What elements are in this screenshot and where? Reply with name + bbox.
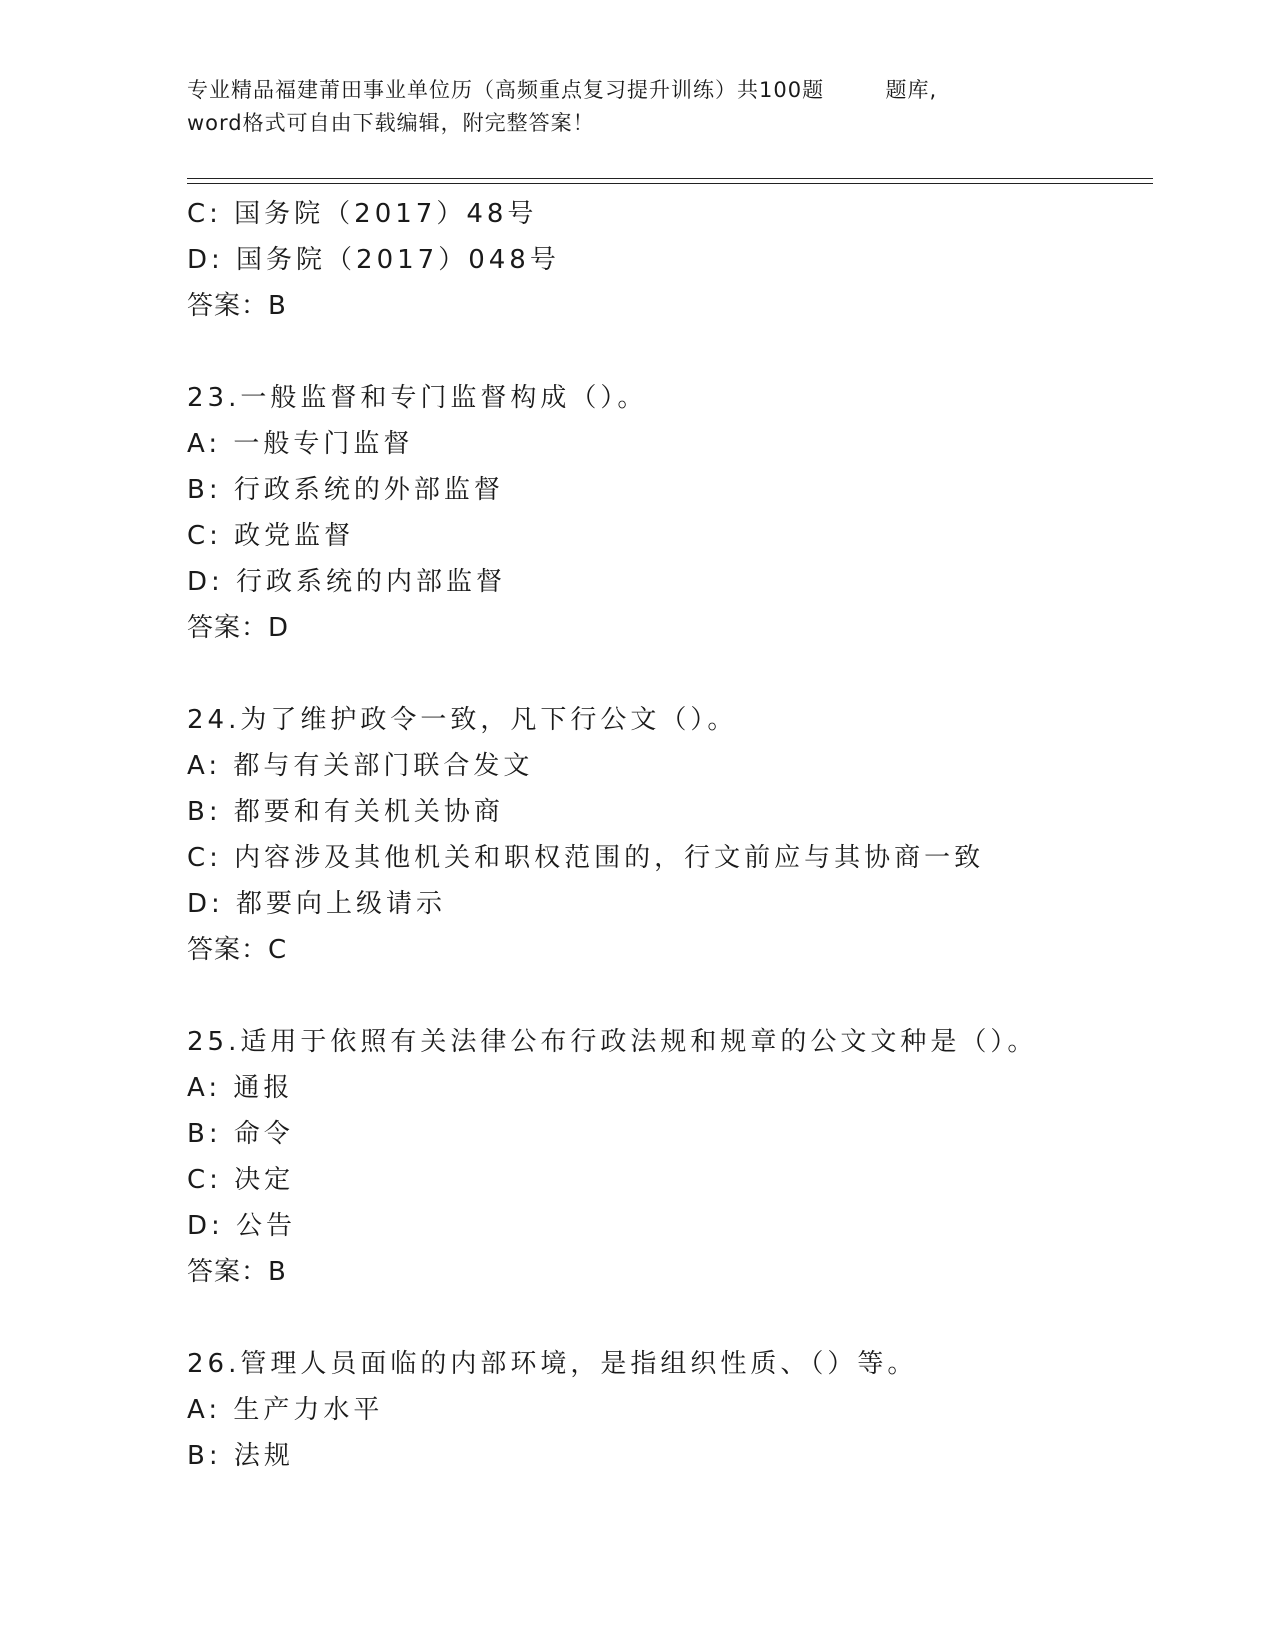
option-d: D: 公告 [187, 1211, 297, 1241]
option-a: A: 通报 [187, 1073, 294, 1103]
document-header [187, 74, 1067, 140]
answer-label: 答案：B [187, 291, 287, 321]
option-c: C: 内容涉及其他机关和职权范围的，行文前应与其协商一致 [187, 843, 985, 873]
question-block [187, 191, 1153, 329]
spacer [187, 651, 1153, 697]
option-c: C: 决定 [187, 1165, 295, 1195]
question-text: 23.一般监督和专门监督构成（）。 [187, 383, 648, 413]
answer-label: 答案：C [187, 935, 288, 965]
question-text: 26.管理人员面临的内部环境，是指组织性质、（）等。 [187, 1349, 918, 1379]
header-divider-top [187, 178, 1153, 179]
question-text: 25.适用于依照有关法律公布行政法规和规章的公文文种是（）。 [187, 1027, 1038, 1057]
question-text: 24.为了维护政令一致，凡下行公文（）。 [187, 705, 738, 735]
answer-label: 答案：D [187, 613, 290, 643]
question-list [187, 191, 1153, 1479]
option-d: D: 都要向上级请示 [187, 889, 447, 919]
option-a: A: 一般专门监督 [187, 429, 414, 459]
answer-label: 答案：B [187, 1257, 287, 1287]
header-line-1: 专业精品福建莆田事业单位历（高频重点复习提升训练）共100题 题库, [187, 78, 938, 102]
option-c: C: 政党监督 [187, 521, 355, 551]
question-block [187, 1019, 1153, 1295]
header-line-2: word格式可自由下载编辑，附完整答案！ [187, 111, 595, 135]
option-b: B: 法规 [187, 1441, 294, 1471]
option-a: A: 都与有关部门联合发文 [187, 751, 534, 781]
question-block [187, 697, 1153, 973]
option-b: B: 行政系统的外部监督 [187, 475, 504, 505]
option-d: D: 国务院（2017）048号 [187, 245, 560, 275]
option-a: A: 生产力水平 [187, 1395, 384, 1425]
spacer [187, 1295, 1153, 1341]
option-c: C: 国务院（2017）48号 [187, 199, 538, 229]
option-b: B: 命令 [187, 1119, 294, 1149]
question-block [187, 375, 1153, 651]
question-block [187, 1341, 1153, 1479]
header-divider-bottom [187, 183, 1153, 184]
spacer [187, 329, 1153, 375]
spacer [187, 973, 1153, 1019]
option-b: B: 都要和有关机关协商 [187, 797, 504, 827]
option-d: D: 行政系统的内部监督 [187, 567, 507, 597]
